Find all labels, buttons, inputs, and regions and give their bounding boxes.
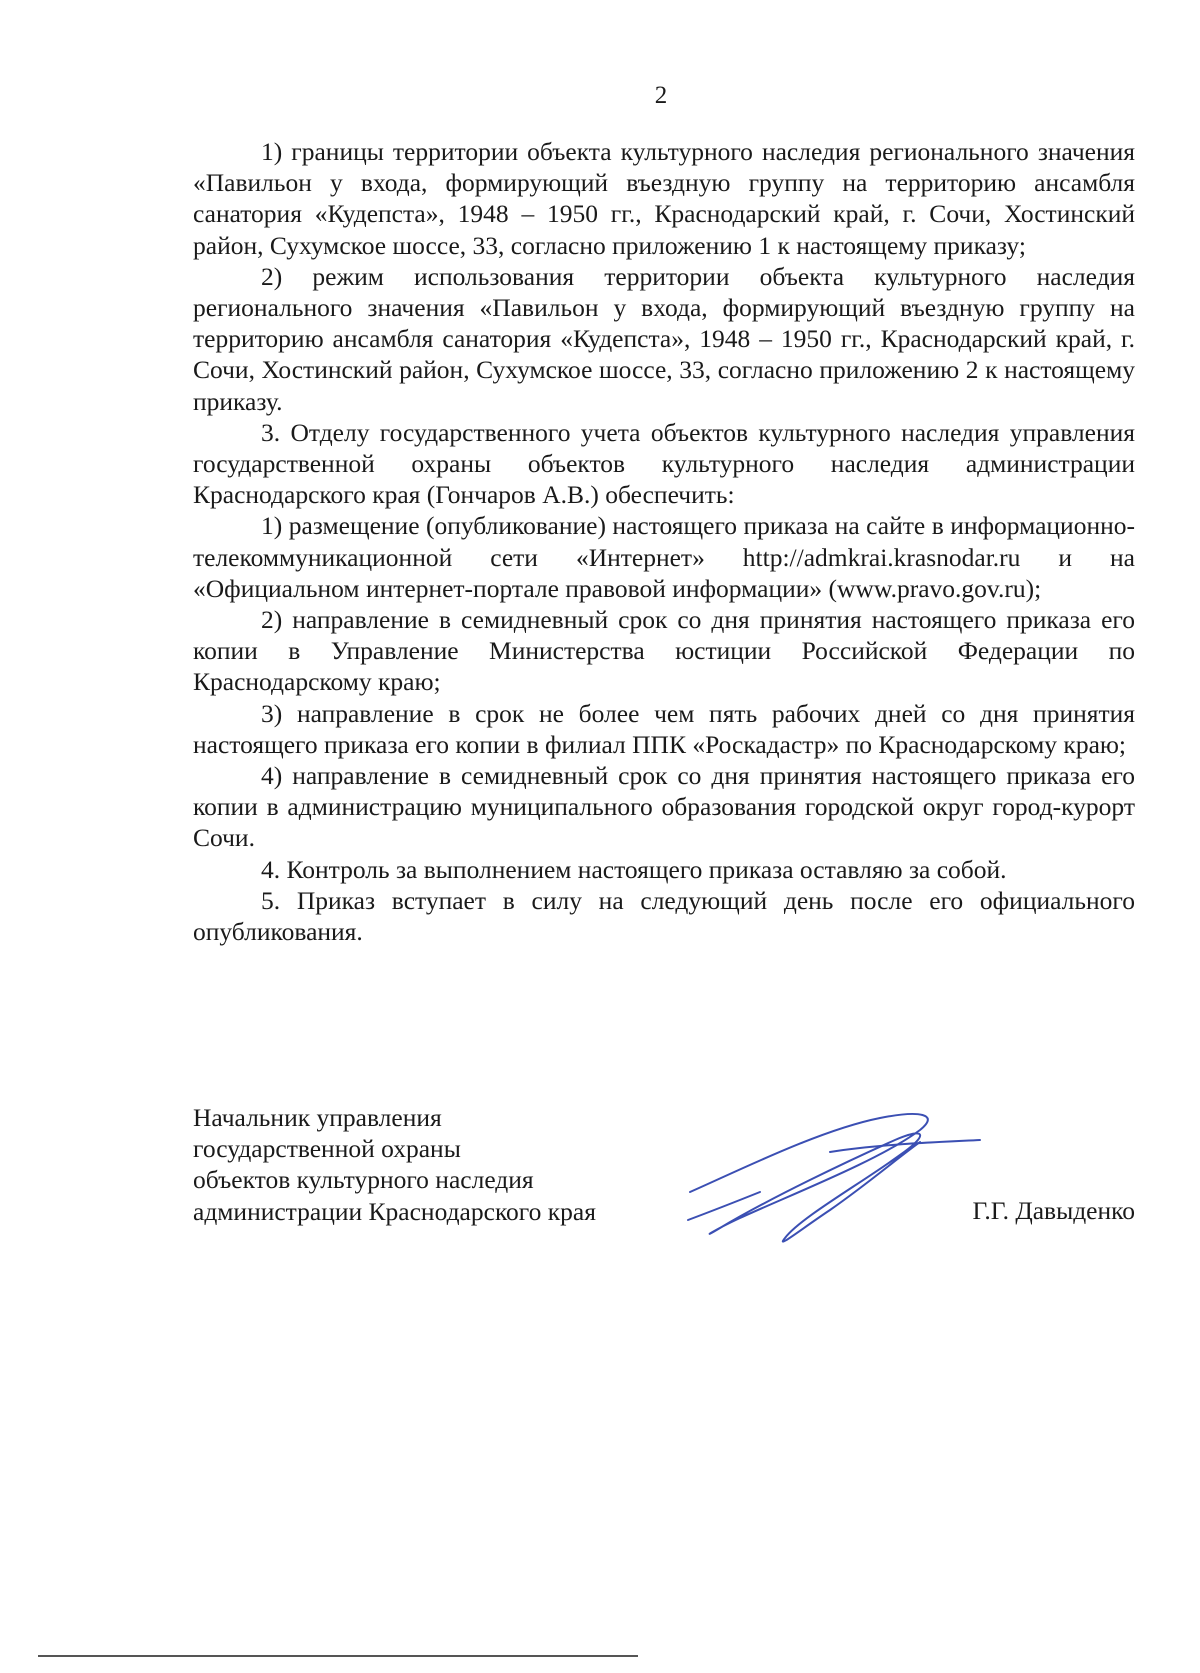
page-number: 2 — [654, 82, 668, 109]
paragraph-5-effective: 5. Приказ вступает в силу на следующий день после его официального опубликования. — [193, 885, 1135, 947]
paragraph-4-control: 4. Контроль за выполнением настоящего приказа оставляю за собой. — [261, 854, 1007, 884]
signature-strokes — [688, 1114, 980, 1242]
signatory-title-line-4: администрации Краснодарского края — [193, 1196, 596, 1226]
signatory-title-line-1: Начальник управления — [193, 1103, 442, 1132]
signatory-title-line-3: объектов культурного наследия — [193, 1165, 534, 1195]
paragraph-3-department-task: 3. Отделу государственного учета объектов культурного наследия управления государственной охраны объектов культурного наследия администрации Краснодарского края (Гончаров А.В.) обеспечить: — [193, 417, 1135, 510]
document-body — [193, 136, 1135, 947]
signatory-title — [193, 1102, 596, 1227]
paragraph-3-1-publication: 1) размещение (опубликование) настоящего приказа на сайте в информационно-телекоммуникационной сети «Интернет» http://admkrai.krasnodar.ru и на «Официальном интернет-портале правовой информации» (www.pravo.gov.ru); — [193, 511, 1135, 603]
paragraph-3-3-roskadastr: 3) направление в срок не более чем пять рабочих дней со дня принятия настоящего приказа его копии в филиал ППК «Роскадастр» по Краснодарскому краю; — [193, 698, 1135, 759]
signatory-title-line-2: государственной охраны — [193, 1134, 461, 1164]
paragraph-3-2-justice-ministry: 2) направление в семидневный срок со дня принятия настоящего приказа его копии в Управление Министерства юстиции Российской Федерации по Краснодарскому краю; — [193, 605, 1135, 697]
paragraph-1-1-boundaries: 1) границы территории объекта культурного наследия регионального значения «Павильон у входа, формирующий въездную группу на территорию ансамбля санатория «Кудепста», 1948 – 1950 гг., Краснодарский край, г. Сочи, Хостинский район, Сухумское шоссе, 33, согласно приложению 1 к настоящему приказу; — [193, 137, 1135, 260]
signatory-name: Г.Г. Давыденко — [972, 1196, 1135, 1225]
handwritten-signature — [680, 1100, 1000, 1250]
paragraph-3-4-municipal: 4) направление в семидневный срок со дня принятия настоящего приказа его копии в администрацию муниципального образования городской округ город-курорт Сочи. — [193, 761, 1135, 853]
bottom-rule — [38, 1655, 638, 1657]
paragraph-1-2-usage-regime: 2) режим использования территории объекта культурного наследия регионального значения «Павильон у входа, формирующий въездную группу на территорию ансамбля санатория «Кудепста», 1948 – 1950 гг., Краснодарский край, г. Сочи, Хостинский район, Сухумское шоссе, 33, согласно приложению 2 к настоящему приказу. — [193, 261, 1135, 416]
